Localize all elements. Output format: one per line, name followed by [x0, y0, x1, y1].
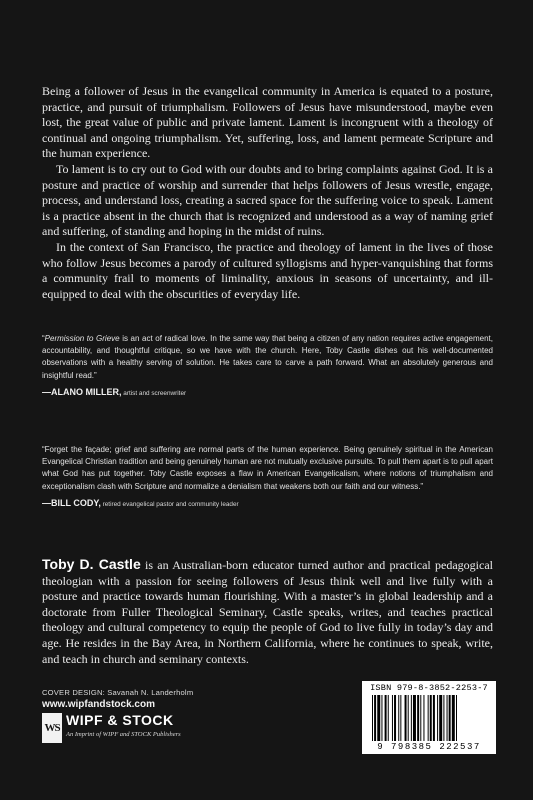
author-name: Toby D. Castle [42, 556, 141, 572]
author-bio-text: is an Australian-born educator turned author and practical pedagogical theologian with a passion for seeing followers of Jesus think well and live fully with a posture and practice towards human flourishing. With a master’s in global leadership and a doctorate from Fuller Theological Seminary, Castle speaks, writes, and teaches practical theology and cultural competency to equip the people of God to live fully in today’s day and age. He resides in the Bay Area, in Northern California, where he continues to speak, write, and teach in church and seminary contexts. [42, 558, 493, 666]
endorsement-quote: “Forget the façade; grief and suffering are normal parts of the human experience. Being genuinely spiritual in the American Evangelical Christian tradition and being genuinely human are not mutually exclusive pursuits. To pull them apart is to pull apart what God has put together. Toby Castle exposes a flaw in American Evangelicalism, where notions of triumphalism and exceptionalism clash with Scripture and normalize a denialism that weakens both our faith and our witness.” [42, 445, 493, 491]
endorser-name: —ALANO MILLER, [42, 386, 122, 397]
endorser-name: —BILL CODY, [42, 497, 101, 508]
endorsement-attribution [42, 386, 493, 400]
isbn-barcode [362, 681, 496, 754]
cover-design-credit: COVER DESIGN: Savanah N. Landerholm [42, 688, 194, 697]
endorser-role: artist and screenwriter [121, 389, 187, 397]
blurb-paragraph-1: Being a follower of Jesus in the evangelical community in America is equated to a posture, practice, and pursuit of triumphalism. Followers of Jesus have misunderstood, maybe even lost, the great value of public and private lament. Lament is incongruent with a theology of continual and ongoing triumphalism. Yet, suffering, loss, and lament permeate Scripture and the human experience. [42, 84, 493, 161]
publisher-website[interactable]: www.wipfandstock.com [42, 699, 155, 710]
publisher-imprint: An Imprint of WIPF and STOCK Publishers [66, 731, 181, 738]
book-blurb [42, 84, 493, 302]
endorsement-2 [42, 444, 493, 511]
barcode-bars-icon [372, 695, 486, 741]
publisher-name: WIPF & STOCK [66, 712, 174, 728]
author-bio [42, 557, 493, 667]
publisher-block [42, 712, 242, 746]
endorser-role: retired evangelical pastor and community leader [100, 500, 239, 508]
publisher-logo-icon: WS [42, 713, 62, 743]
endorsement-quote: “Permission to Grieve is an act of radical love. In the same way that being a citizen of any nation requires active engagement, accountability, and thoughtful critique, so we have with the church. Here, Toby Castle dishes out his well-documented observations with a healthy serving of solution. He takes care to carve a path forward. What an absolutely generous and insightful read.” [42, 334, 494, 380]
book-title: Permission to Grieve [44, 334, 120, 343]
endorsement-1 [42, 333, 493, 400]
endorsement-attribution [42, 497, 493, 511]
isbn-number: ISBN 979-8-3852-2253-7 [370, 683, 488, 693]
barcode-digits: 9 798385 222537 [377, 742, 481, 752]
blurb-paragraph-2: To lament is to cry out to God with our doubts and to bring complaints against God. It is a posture and practice of worship and surrender that helps followers of Jesus wrestle, engage, process, and understand loss, creating a sacred space for the suffering voice to speak. Lament is a practice absent in the church that is recognized and understood as a way of naming grief and suffering, of standing and hoping in the midst of ruins. [42, 161, 493, 239]
blurb-paragraph-3: In the context of San Francisco, the practice and theology of lament in the lives of those who follow Jesus becomes a parody of cultured syllogisms and hyper-vanquishing that forms a community frail to moments of liminality, anxious in seasons of uncertainty, and ill-equipped to deal with the obscurities of everyday life. [42, 239, 493, 301]
